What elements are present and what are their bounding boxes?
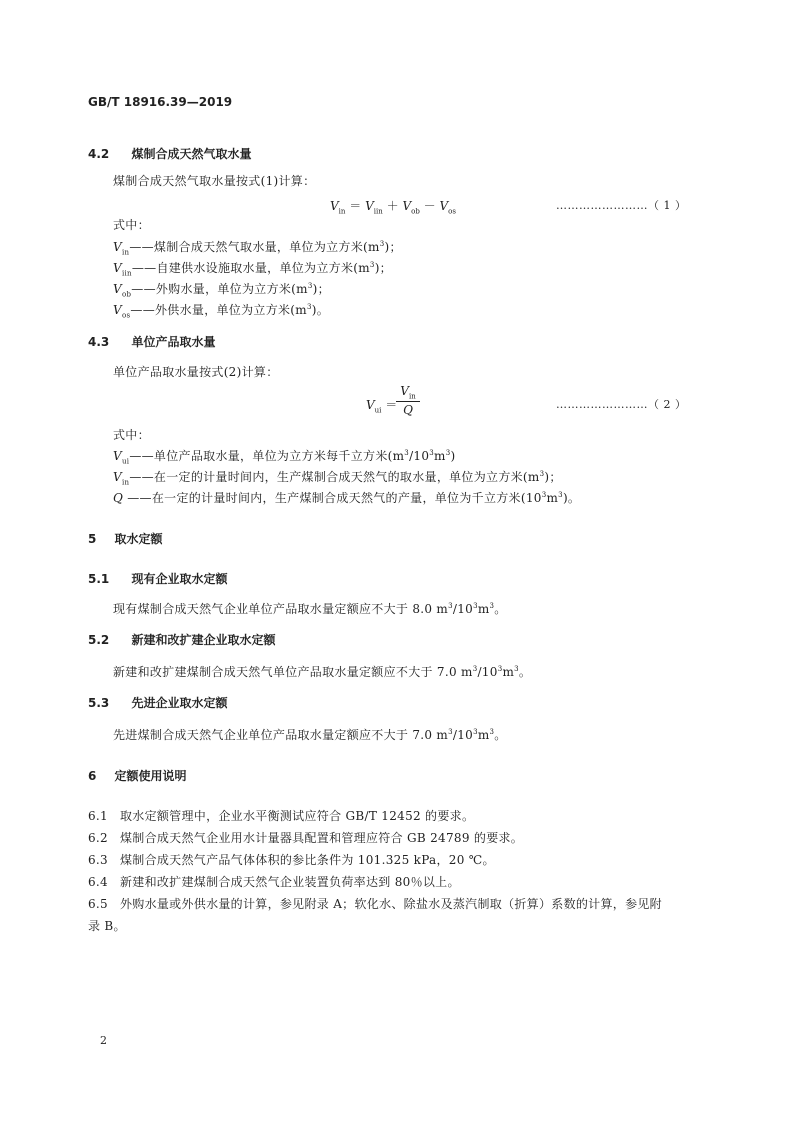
section-5-1-text: 现有煤制合成天然气企业单位产品取水量定额应不大于 8.0 $m^3/10^3m^3$。 [113,602,507,616]
section-number: 5 [88,532,97,546]
equation-2-lhs: $V_{ui}$ ＝ [366,398,398,415]
clause-6-2: 6.2 煤制合成天然气企业用水计量器具配置和管理应符合 GB 24789 的要求。 [88,831,524,845]
standard-number: GB/T 18916.39—2019 [88,95,233,109]
definition-q: Q ——在一定的计量时间内，生产煤制合成天然气的产量，单位为千立方米$(10^3m^3)$。 [113,491,581,505]
section-title: 新建和改扩建企业取水定额 [131,633,276,647]
definition-v-iin: $V_{iin}——$自建供水设施取水量，单位为立方米$(m^3)$； [113,261,392,278]
equation-2-number: ……………………（ 2 ） [556,398,687,411]
section-5-2-text: 新建和改扩建煤制合成天然气单位产品取水量定额应不大于 7.0 $m^3/10^3m^3$。 [113,665,532,679]
section-title: 取水定额 [114,532,163,546]
definition-v-in: $V_{in}——$煤制合成天然气取水量，单位为立方米$(m^3)$； [113,240,402,257]
section-5-heading [88,530,163,547]
definition-v-ob: $V_{ob}——$外购水量，单位为立方米$(m^3)$； [113,282,330,299]
where-label: 式中： [113,428,150,442]
definition-v-in-2: $V_{in}——$在一定的计量时间内，生产煤制合成天然气的取水量，单位为立方米$(m^3)$； [113,470,562,487]
clause-6-5-continuation: 录 B。 [88,919,126,933]
equation-1: $V_{in} = V_{iin} + V_{ob} - V_{os}$ [330,199,456,216]
section-number: 5.1 [88,572,110,586]
section-title: 现有企业取水定额 [131,572,228,586]
section-4-2-intro: 煤制合成天然气取水量按式(1)计算： [113,174,316,188]
clause-6-1: 6.1 取水定额管理中，企业水平衡测试应符合 GB/T 12452 的要求。 [88,809,475,823]
section-number: 5.2 [88,633,110,647]
section-number: 4.3 [88,335,110,349]
definition-v-os: $V_{os}——$外供水量，单位为立方米$(m^3)$。 [113,303,330,320]
section-5-3-text: 先进煤制合成天然气企业单位产品取水量定额应不大于 7.0 $m^3/10^3m^3$。 [113,728,507,742]
section-title: 单位产品取水量 [131,335,216,349]
clause-6-3: 6.3 煤制合成天然气产品气体体积的参比条件为 101.325 kPa，20 ℃。 [88,853,495,867]
definition-v-ui: $V_{ui}——$单位产品取水量，单位为立方米每千立方米$(m^3/10^3m^3)$ [113,449,456,466]
section-4-3-intro: 单位产品取水量按式(2)计算： [113,365,279,379]
where-label: 式中： [113,218,150,232]
page-number: 2 [100,1034,107,1047]
section-5-1-heading [88,570,227,587]
section-6-heading [88,767,187,784]
section-number: 6 [88,769,97,783]
section-5-3-heading [88,694,227,711]
section-number: 5.3 [88,696,110,710]
section-number: 4.2 [88,147,110,161]
section-title: 先进企业取水定额 [131,696,228,710]
clause-6-4: 6.4 新建和改扩建煤制合成天然气企业装置负荷率达到 80％以上。 [88,875,460,889]
clause-6-5: 6.5 外购水量或外供水量的计算，参见附录 A；软化水、除盐水及蒸汽制取（折算）系数的计算，参见附 [88,897,662,911]
equation-2-fraction: $V_{in}$ Q [396,384,420,417]
section-5-2-heading [88,631,275,648]
equation-1-number: ……………………（ 1 ） [556,199,687,212]
section-4-3-heading [88,333,215,350]
section-4-2-heading [88,145,251,162]
section-title: 定额使用说明 [114,769,187,783]
section-title: 煤制合成天然气取水量 [131,147,252,161]
